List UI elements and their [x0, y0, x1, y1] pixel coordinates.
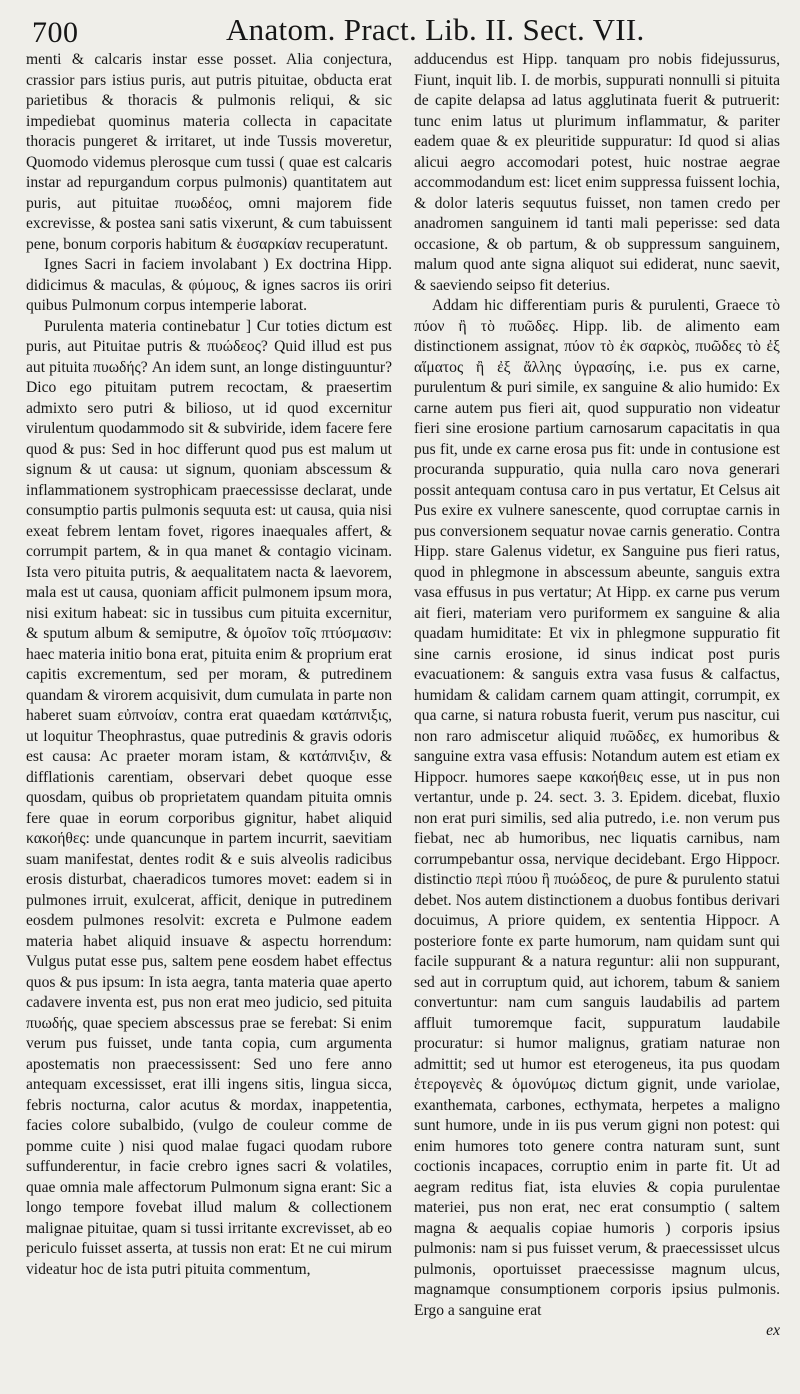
text-columns [26, 50, 780, 1342]
running-head: Anatom. Pract. Lib. II. Sect. VII. [226, 12, 645, 47]
page-header [26, 6, 780, 50]
left-column [26, 50, 392, 1342]
paragraph: Addam hic differentiam puris & purulenti, Graece τὸ πύον ἢ τὸ πυῶδες. Hipp. lib. de alimento eam distinctionem assignat, πύον τὸ ἐκ σαρκὸς, πυῶδες τὸ ἐξ αἵματος ἢ ἐξ ἄλλης ὑγρασίης, i.e. pus ex carne, purulentum & puri simile, ex sanguine & alio humido: Ex carne autem pus fieri ait, quod suppuratio non videatur fieri sine erosione partium carnosarum capacitatis in qua pus fit, unde ex carne erosa pus fit: unde in contusione est procuranda suppuratio, quia nulla caro nova generari possit antequam contusa caro in pus vertatur, Et Celsus ait Pus exire ex vulnere sanescente, quod corruptae carnis in pus conversionem sequatur novae carnis generatio. Contra Hipp. stare Galenus videtur, ex Sanguine pus fieri ratus, quod in phlegmone in abscessum abeunte, sanguis extra vasa effusus in pus vertatur; At Hipp. ex carne pus verum ait fieri, materiam vero puriformem ex sanguine & alia quadam humiditate: Et vix in phlegmone suppuratio fit sine carnis erosione, id sinus indicat post puris evacuationem: & sanguis extra vasa fusus & calfactus, humidam & calidam carnem quam attingit, corrumpit, ex qua carne, si natura robusta fuerit, verum pus nascitur, cui non raro admiscetur aliquid πυῶδες, ex humoribus & sanguine extra vasa effusis: Notandum autem est etiam ex Hippocr. humores saepe κακοήθεις esse, ut in pus non vertantur, unde p. 24. sect. 3. 3. Epidem. dicebat, fluxio non erat puri similis, sed alia putredo, i.e. non verum pus fiebat, nec ab humoribus, nec liquatis carnibus, nam corrumpebantur ossa, nervique decidebant. Ergo Hippocr. distinctio περὶ πύου ἢ πυώδεος, de pure & purulento statui debet. Nos autem distinctionem a duobus fontibus derivari docuimus, A priore quidem, ex sententia Hippocr. A posteriore fonte ex parte humorum, nam quidam sunt qui facile suppurant & a natura reguntur: alii non suppurant, sed aut in corruptum quid, aut ichorem, tabum & saniem convertuntur: nam cum sanguis laudabilis ad partem affluit tumoremque facit, suppuratum laudabile procuratur: si humor malignus, gratiam naturae non admittit; sed ut humor est eterogeneus, ita pus quodam ἑτερογενὲς & ὁμονύμως dictum gignit, unde variolae, exanthemata, carbones, ecthymata, herpetes a maligno sunt humore, unde in iis pus verum gigni non potest: qui enim humores toto genere contra naturam sunt, sunt coctionis incapaces, corruptio enim in parte fit. Ut ad aegram reditus fiat, ista eluvies & copia purulentae materiei, pus non erat, nec erat consumptio ( saltem magna & aequalis copiae humoris ) corporis ipsius pulmonis: nam si pus fuisset verum, & praecessisset ulcus pulmonis, oportuisset praecessisse magnum ulcus, magnamque consumptionem corporis ipsius pulmonis. Ergo a sanguine erat [414, 297, 780, 1319]
right-column [414, 50, 780, 1342]
page-number: 700 [32, 16, 79, 49]
paragraph: Purulenta materia continebatur ] Cur toties dictum est puris, aut Pituitae putris & πυώδεος? Quid illud est pus aut pituita πυωδής? An idem sunt, an longe distinguuntur? Dico ego pituitam putrem recoctam, & praesertim admixto sero putri & bilioso, ut id quod excernitur virulentum quodammodo sit & subviride, idem facere fere quod & pus: Sed in hoc differunt quod pus est malum ut signum & ut causa: ut signum, quoniam abscessum & inflammationem systrophicam praecessisse declarat, unde consumptio partis pulmonis sequuta est: ut causa, quia nisi exeat febrem lentam fovet, rigores inaequales affert, & corrumpit partem, & in qua manet & contagio vicinam. Ista vero pituita putris, & aequalitatem nacta & laevorem, mala est ut causa, quoniam afficit pulmonem ipsum mora, nisi exitum habeat: sic in tussibus cum pituita excernitur, & sputum album & semiputre, & ὁμοῖον τοῖς πτύσμασιν: haec materia initio bona erat, pituita enim & proprium erat capitis excrementum, sed per moram, & putredinem quandam & virorem acquisivit, dum cumulata in parte non haberet suam εὐπνοίαν, contra erat quaedam κατάπνιξις, ut loquitur Theophrastus, quae putredinis & gravis odoris est causa: Ac praeter moram istam, & κατάπνιξιν, & difflationis carentiam, observari debet quoque esse quosdam, quibus ob proprietatem quandam pituita omnis fere quae in eorum corporibus gignitur, habet aliquid κακοήθες: unde quancunque in partem incurrit, saevitiam suam manifestat, dentes rodit & e suis alveolis radicibus erosis disturbat, chaeradicos tumores movet: eadem si in pulmones irruit, exulcerat, afficit, denique in putredinem eosdem pulmones resolvit: excreta e Pulmone eadem materia habet aliquid insuave & aspectu horrendum: Vulgus putat esse pus, saltem pene eosdem habet effectus quos & pus ipsum: In ista aegra, tanta materia quae aperto cadavere inventa est, pus non erat meo judicio, sed pituita πυωδής, quae speciem abscessus prae se ferebat: Si enim verum pus fuisset, unde tanta copia, cum argumenta apostematis non praecessissent: Sed uno fere anno antequam excessisset, erat illi ingens sitis, lingua sicca, febris nocturna, calor acutus & mordax, inappetentia, facies colore subalbido, (vulgo de couleur comme de pomme cuite ) nisi quod malae fugaci quodam rubore suffunderentur, in facie crebro ignes sacri & volatiles, quae omnia male affectorum Pulmonum signa erant: Sic a longo tempore fovebat illud malum & collectionem malignae pituitae, quam si tussi irritante excrevisset, ab eo periculo fuisset asserta, at tussis non erat: Et ne cui mirum videatur hoc de ista putri pituita commentum, [26, 317, 392, 1278]
paragraph: adducendus est Hipp. tanquam pro nobis fidejussurus, Fiunt, inquit lib. I. de morbis, suppurati nonnulli si pituita de capite delapsa ad latus agglutinata fuerit & putruerit: tunc enim latus ut plurimum inflammatur, & pariter eadem quae & ex pleuritide suppuratur: Id quod si alias alicui aegro accomodari potest, huic nostrae aegrae accommodandum est: licet enim suppressa fuissent lochia, & dolor lateris sequutus fuisset, non tamen credo per anadromen sanguinem id tanti mali peperisse: sed data occasione, & ob partum, & ob suppressum sanguinem, malum quod ante signa aliquot sui ediderat, nunc saevit, & saeviendo seipso fit deterius. [414, 51, 780, 294]
catchword: ex [766, 1322, 780, 1339]
paragraph: Ignes Sacri in faciem involabant ) Ex doctrina Hipp. didicimus & maculas, & φύμους, & ignes sacros iis oriri quibus Pulmonum corpus intemperie laborat. [26, 256, 392, 314]
paragraph: menti & calcaris instar esse posset. Alia conjectura, crassior pars istius puris, aut putris pituitae, obducta erat parietibus & thoracis & pulmonis reliqui, & sic impediebat quominus materia collecta in capacitate thoracis pungeret & irritaret, ut inde Tussis moveretur, Quomodo videmus plerosque cum tussi ( quae est calcaris instar ad repurgandum corpus pulmonis) quantitatem aut puris, aut pituitae πυωδέος, omni majorem fide excrevisse, & postea sani satis vixerunt, & cum tabuissent pene, bonum corporis habitum & ἐυσαρκίαν recuperatunt. [26, 51, 392, 253]
